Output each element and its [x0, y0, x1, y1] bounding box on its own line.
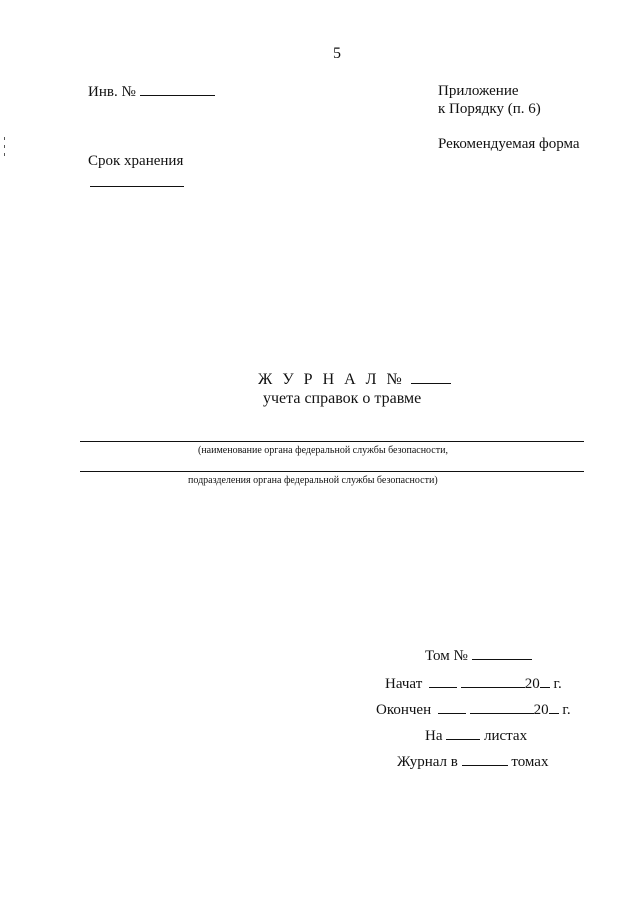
volume-number-label: Том №	[425, 648, 468, 664]
journal-title	[258, 370, 451, 389]
ended-label: Окончен	[376, 702, 432, 718]
margin-mark	[4, 153, 5, 156]
sheets-count-blank	[446, 726, 480, 740]
journal-subtitle: учета справок о травме	[263, 390, 422, 407]
appendix-line-1: Приложение	[438, 83, 519, 99]
started-year-suffix: г.	[553, 676, 562, 692]
organ-name-line	[80, 441, 584, 442]
sheets-count-field	[425, 726, 527, 745]
journal-volumes-suffix: томах	[511, 754, 549, 770]
started-date-field	[385, 674, 562, 693]
ended-day-blank	[438, 700, 466, 714]
started-month-blank	[461, 674, 525, 688]
ended-year-prefix: 20	[533, 702, 549, 718]
recommended-form-label: Рекомендуемая форма	[438, 136, 580, 152]
appendix-line-2: к Порядку (п. 6)	[438, 101, 541, 117]
sheets-prefix: На	[425, 728, 443, 744]
inventory-number-label: Инв. №	[88, 84, 136, 100]
ended-month-blank	[470, 700, 534, 714]
started-year-prefix: 20	[524, 676, 540, 692]
started-year-blank	[540, 674, 550, 688]
volumes-count-blank	[462, 752, 508, 766]
subdivision-caption: подразделения органа федеральной службы безопасности)	[188, 475, 438, 486]
margin-mark	[4, 137, 5, 140]
ended-year-blank	[549, 700, 559, 714]
started-day-blank	[429, 674, 457, 688]
journal-volumes-prefix: Журнал в	[397, 754, 458, 770]
journal-title-text: Ж У Р Н А Л №	[258, 371, 405, 388]
volume-number-field	[425, 646, 532, 665]
journal-number-blank	[411, 370, 451, 384]
subdivision-line	[80, 471, 584, 472]
organ-name-caption: (наименование органа федеральной службы безопасности,	[198, 445, 448, 456]
volume-number-blank	[472, 646, 532, 660]
page-number: 5	[333, 45, 341, 62]
started-label: Начат	[385, 676, 423, 692]
margin-mark	[4, 145, 5, 148]
ended-year-suffix: г.	[562, 702, 571, 718]
storage-period-label: Срок хранения	[88, 153, 184, 169]
inventory-number-blank	[140, 82, 215, 96]
volumes-count-field	[397, 752, 548, 771]
storage-period-blank	[90, 186, 184, 187]
ended-date-field	[376, 700, 571, 719]
inventory-number-field	[88, 82, 215, 101]
sheets-suffix: листах	[484, 728, 528, 744]
